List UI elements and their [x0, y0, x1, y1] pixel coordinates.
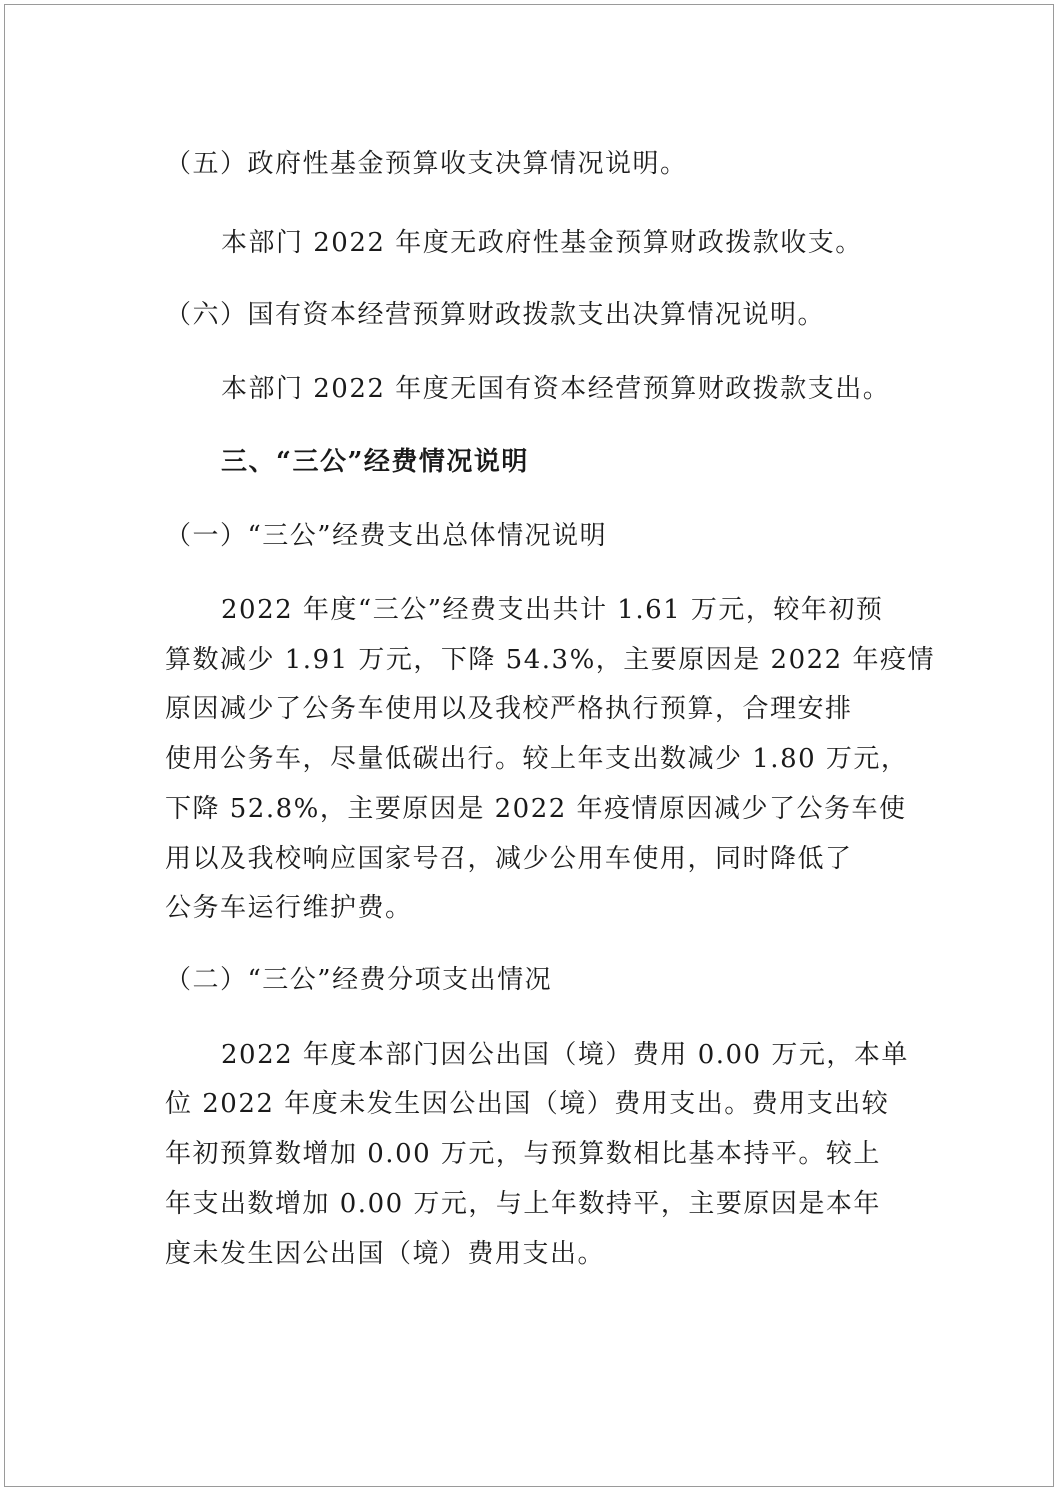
itemized-paragraph-line: 2022 年度本部门因公出国（境）费用 0.00 万元，本单 [221, 1040, 909, 1070]
itemized-paragraph-line: 年支出数增加 0.00 万元，与上年数持平，主要原因是本年 [165, 1189, 881, 1219]
overall-paragraph-line: 原因减少了公务车使用以及我校严格执行预算，合理安排 [165, 694, 853, 724]
overall-paragraph-line: 用以及我校响应国家号召，减少公用车使用，同时降低了 [165, 844, 853, 874]
overall-paragraph-line: 算数减少 1.91 万元，下降 54.3%，主要原因是 2022 年疫情 [165, 645, 935, 675]
state-capital-body: 本部门 2022 年度无国有资本经营预算财政拨款支出。 [221, 374, 891, 404]
itemized-paragraph-line: 位 2022 年度未发生因公出国（境）费用支出。费用支出较 [165, 1089, 890, 1119]
overall-paragraph-line: 2022 年度“三公”经费支出共计 1.61 万元，较年初预 [221, 595, 884, 625]
itemized-heading: （二）“三公”经费分项支出情况 [165, 965, 553, 995]
overall-paragraph-line: 使用公务车，尽量低碳出行。较上年支出数减少 1.80 万元， [165, 744, 909, 774]
overall-paragraph-line: 下降 52.8%，主要原因是 2022 年疫情原因减少了公务车使 [165, 794, 907, 824]
overall-heading: （一）“三公”经费支出总体情况说明 [165, 521, 608, 551]
three-public-heading: 三、“三公”经费情况说明 [221, 447, 529, 477]
fund-body: 本部门 2022 年度无政府性基金预算财政拨款收支。 [221, 228, 863, 258]
fund-heading: （五）政府性基金预算收支决算情况说明。 [165, 149, 688, 179]
overall-paragraph-line: 公务车运行维护费。 [165, 893, 413, 923]
itemized-paragraph-line: 度未发生因公出国（境）费用支出。 [165, 1239, 606, 1269]
state-capital-heading: （六）国有资本经营预算财政拨款支出决算情况说明。 [165, 300, 826, 330]
document-page [4, 4, 1054, 1487]
itemized-paragraph-line: 年初预算数增加 0.00 万元，与预算数相比基本持平。较上 [165, 1139, 881, 1169]
